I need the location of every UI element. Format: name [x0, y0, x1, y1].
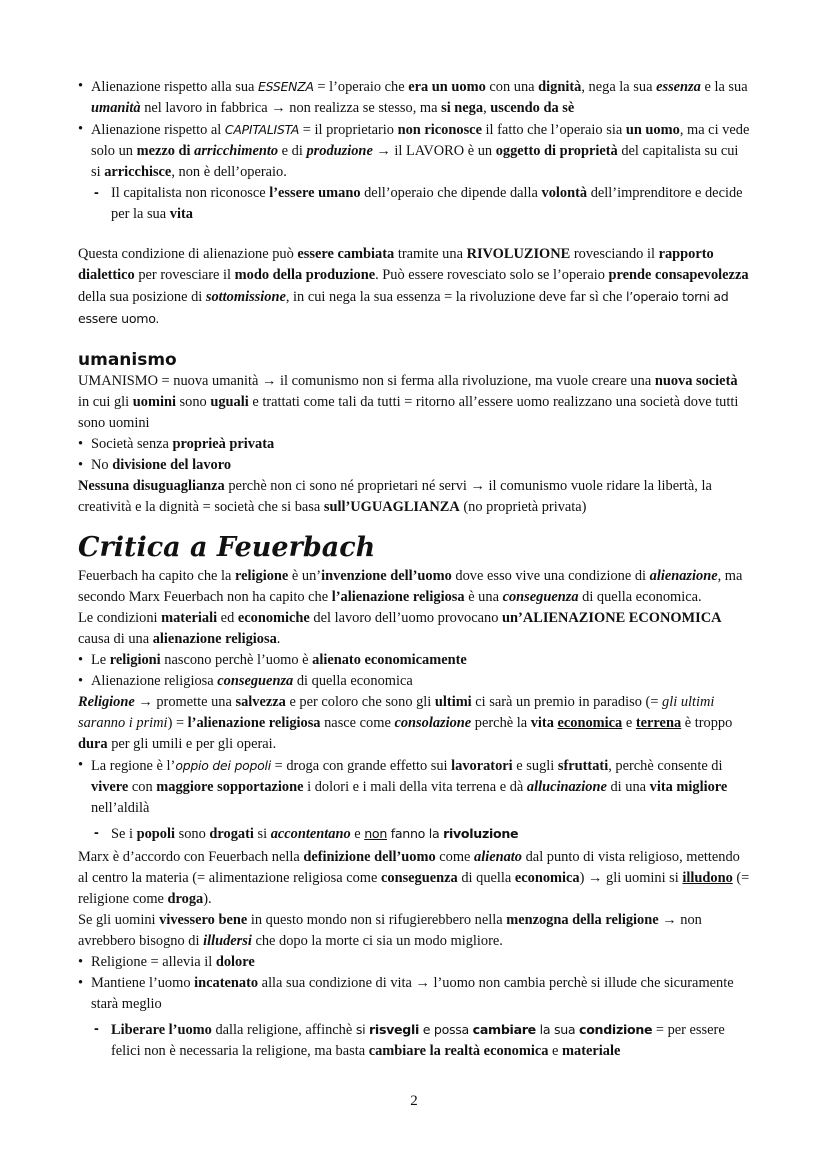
- paragraph: [78, 476, 750, 518]
- text-run: sull’UGUAGLIANZA: [323, 499, 460, 515]
- text-run: di quella economica.: [578, 589, 702, 605]
- text-run: CAPITALISTA: [224, 122, 300, 137]
- text-run: droga: [167, 891, 204, 907]
- text-run: oppio dei popoli: [175, 758, 272, 773]
- text-run: essere cambiata: [297, 246, 395, 262]
- text-run: prende consapevolezza: [608, 267, 749, 283]
- sub-list-item: [78, 1019, 750, 1062]
- paragraph: [78, 608, 750, 650]
- text-run: , in cui nega la sua essenza = la rivoluzione deve far sì che: [285, 289, 627, 305]
- text-run: sottomissione: [205, 289, 286, 305]
- text-run: Mantiene l’uomo: [91, 975, 195, 991]
- text-run: , non è dell’operaio.: [171, 164, 287, 180]
- text-run: terrena: [635, 715, 682, 731]
- text-run: l’operaio torni ad essere uomo.: [78, 289, 729, 326]
- text-run: allucinazione: [526, 779, 607, 795]
- text-run: = per essere felici non è necessaria la religione, ma basta: [111, 1022, 725, 1059]
- text-run: ed: [217, 610, 238, 626]
- paragraph: [78, 692, 750, 755]
- paragraph: [78, 847, 750, 910]
- text-run: vita: [530, 715, 558, 731]
- text-run: RIVOLUZIONE: [466, 246, 571, 262]
- text-run: , ma ci vede solo un: [91, 122, 750, 159]
- text-run: Nessuna disuguaglianza: [78, 478, 225, 494]
- text-run: si: [253, 826, 271, 842]
- text-run: oggetto di proprietà: [495, 143, 618, 159]
- text-run: alienazione: [649, 568, 718, 584]
- text-run: conseguenza: [380, 870, 458, 886]
- text-run: Se gli uomini: [78, 912, 160, 928]
- text-run: si: [355, 1022, 370, 1037]
- text-run: uomini: [132, 394, 176, 410]
- text-run: Feuerbach ha capito che la: [78, 568, 236, 584]
- text-run: ci sarà un premio in paradiso (=: [471, 694, 663, 710]
- text-run: invenzione dell’uomo: [321, 568, 452, 584]
- text-run: → promette una: [134, 694, 236, 710]
- text-run: rovesciando il: [570, 246, 659, 262]
- page-number: 2: [410, 1093, 418, 1109]
- text-run: è un’: [288, 568, 322, 584]
- text-run: vivessero bene: [159, 912, 248, 928]
- text-run: un’ALIENAZIONE ECONOMICA: [502, 610, 722, 626]
- text-run: come: [435, 849, 475, 865]
- list-item: [78, 671, 750, 692]
- paragraph: [78, 244, 750, 330]
- text-run: lavoratori: [451, 758, 513, 774]
- text-run: accontentano: [270, 826, 351, 842]
- text-run: alienato economicamente: [312, 652, 467, 668]
- text-run: Società senza: [91, 436, 173, 452]
- text-run: dura: [78, 736, 108, 752]
- text-run: ) → gli uomini si: [579, 870, 683, 886]
- list-item: [78, 119, 750, 183]
- text-run: si nega: [441, 100, 484, 116]
- text-run: materiale: [562, 1043, 621, 1059]
- section-heading: umanismo: [78, 350, 177, 370]
- text-run: dove esso vive una condizione di: [451, 568, 650, 584]
- text-run: dell’imprenditore e decide per la sua: [111, 185, 743, 222]
- text-run: Alienazione religiosa: [91, 673, 218, 689]
- text-run: volontà: [541, 185, 588, 201]
- text-run: rapporto dialettico: [78, 246, 714, 283]
- text-run: conseguenza: [502, 589, 579, 605]
- text-run: di quella economica: [293, 673, 413, 689]
- list-item: [78, 76, 750, 119]
- text-run: = l’operaio che: [313, 79, 409, 95]
- text-run: è troppo: [681, 715, 733, 731]
- text-run: di una: [606, 779, 650, 795]
- text-run: = il proprietario: [299, 122, 398, 138]
- sub-list-item: [78, 183, 750, 225]
- text-run: La regione è l’: [91, 758, 176, 774]
- text-run: uguali: [210, 394, 249, 410]
- text-run: dignità: [538, 79, 582, 95]
- text-run: per gli umili e per gli operai.: [107, 736, 277, 752]
- text-run: , ma secondo Marx Feuerbach non ha capito che: [78, 568, 743, 605]
- text-run: che dopo la morte ci sia un modo migliore.: [251, 933, 503, 949]
- text-run: causa di una: [78, 631, 153, 647]
- text-run: il fatto che l’operaio sia: [481, 122, 626, 138]
- text-run: illudersi: [203, 933, 252, 949]
- text-run: era un uomo: [408, 79, 486, 95]
- text-run: condizione: [579, 1022, 653, 1037]
- text-run: sono: [175, 394, 211, 410]
- text-run: perchè non ci sono né proprietari né servi → il comunismo vuole ridare la libertà, la creatività e la dignità = società che si basa: [78, 478, 712, 515]
- text-run: è una: [464, 589, 503, 605]
- text-run: dell’operaio che dipende dalla: [360, 185, 542, 201]
- text-run: essenza: [656, 79, 701, 95]
- text-run: religione: [235, 568, 289, 584]
- alienation-list: [78, 76, 750, 183]
- text-run: umanità: [91, 100, 141, 116]
- text-run: dolore: [215, 954, 255, 970]
- text-run: con: [128, 779, 157, 795]
- text-run: nel lavoro in fabbrica → non realizza se stesso, ma: [140, 100, 442, 116]
- text-run: Religione = allevia il: [91, 954, 216, 970]
- text-run: di quella: [457, 870, 515, 886]
- list-item: [78, 973, 750, 1015]
- text-run: per rovesciare il: [134, 267, 235, 283]
- text-run: proprieà privata: [172, 436, 275, 452]
- paragraph: [78, 910, 750, 952]
- text-run: popoli: [136, 826, 175, 842]
- text-run: della sua posizione di: [78, 289, 206, 305]
- text-run: dal punto di vista religioso, mettendo al centro la materia (= alimentazione religiosa come: [78, 849, 740, 886]
- text-run: non riconosce: [397, 122, 482, 138]
- text-run: ,: [483, 100, 491, 116]
- text-run: drogati: [209, 826, 254, 842]
- text-run: (= religione come: [78, 870, 750, 907]
- paragraph: [78, 566, 750, 608]
- umanismo-list: [78, 434, 750, 476]
- text-run: ).: [203, 891, 212, 907]
- text-run: → il LAVORO è un: [372, 143, 496, 159]
- text-run: perchè la: [471, 715, 531, 731]
- text-run: economica: [514, 870, 580, 886]
- text-run: Marx è d’accordo con Feuerbach nella: [78, 849, 304, 865]
- text-run: nuova società: [654, 373, 738, 389]
- text-run: gli ultimi saranno i primi: [78, 694, 715, 731]
- text-run: conseguenza: [217, 673, 294, 689]
- text-run: e possa: [419, 1022, 473, 1037]
- text-run: e: [350, 826, 365, 842]
- text-run: sfruttati: [557, 758, 609, 774]
- text-run: vita migliore: [649, 779, 728, 795]
- text-run: risvegli: [369, 1022, 420, 1037]
- text-run: divisione del lavoro: [112, 457, 232, 473]
- text-run: l’alienazione religiosa: [331, 589, 465, 605]
- text-run: ) =: [167, 715, 188, 731]
- text-run: , perchè consente di: [608, 758, 723, 774]
- text-run: vita: [169, 206, 193, 222]
- text-run: Questa condizione di alienazione può: [78, 246, 298, 262]
- text-run: economica: [557, 715, 623, 731]
- text-run: nascono perchè l’uomo è: [160, 652, 313, 668]
- text-run: non: [364, 826, 388, 841]
- text-run: fanno la: [387, 826, 444, 841]
- text-run: arricchisce: [104, 164, 172, 180]
- text-run: e per coloro che sono gli: [285, 694, 435, 710]
- text-run: Liberare l’uomo: [111, 1022, 212, 1038]
- text-run: tramite una: [394, 246, 467, 262]
- text-run: cambiare la realtà economica: [368, 1043, 549, 1059]
- text-run: e: [548, 1043, 563, 1059]
- text-run: Se i: [111, 826, 137, 842]
- text-run: alla sua condizione di vita → l’uomo non cambia perchè si illude che sicuramente starà meglio: [91, 975, 734, 1012]
- text-run: rivoluzione: [443, 826, 519, 841]
- text-run: consolazione: [394, 715, 472, 731]
- text-run: mezzo di: [136, 143, 195, 159]
- text-run: menzogna della religione: [506, 912, 659, 928]
- text-run: in cui gli: [78, 394, 133, 410]
- text-run: nasce come: [320, 715, 395, 731]
- list-item: [78, 755, 750, 819]
- text-run: = droga con grande effetto sui: [271, 758, 452, 774]
- text-run: e la sua: [700, 79, 748, 95]
- text-run: con una: [485, 79, 539, 95]
- text-run: Alienazione rispetto al: [91, 122, 225, 138]
- text-run: cambiare: [472, 1022, 536, 1037]
- text-run: Le: [91, 652, 110, 668]
- oppio-list: [78, 755, 750, 819]
- text-run: un uomo: [625, 122, 680, 138]
- list-item: [78, 434, 750, 455]
- text-run: del lavoro dell’uomo provocano: [309, 610, 503, 626]
- text-run: i dolori e i mali della vita terrena e dà: [303, 779, 527, 795]
- text-run: e: [622, 715, 636, 731]
- religion-list: [78, 650, 750, 692]
- text-run: maggiore sopportazione: [156, 779, 304, 795]
- text-run: in questo mondo non si rifugierebbero nella: [247, 912, 507, 928]
- section-title: Critica a Feuerbach: [78, 532, 376, 563]
- text-run: economiche: [237, 610, 310, 626]
- text-run: Il capitalista non riconosce: [111, 185, 270, 201]
- list-item: [78, 952, 750, 973]
- text-run: (no proprietà privata): [459, 499, 587, 515]
- text-run: vivere: [91, 779, 129, 795]
- text-run: , nega la sua: [581, 79, 657, 95]
- text-run: Religione: [78, 694, 135, 710]
- text-run: alienazione religiosa: [152, 631, 277, 647]
- text-run: uscendo da sè: [490, 100, 575, 116]
- text-run: la sua: [535, 1022, 580, 1037]
- text-run: incatenato: [194, 975, 259, 991]
- text-run: Le condizioni: [78, 610, 162, 626]
- text-run: dalla religione, affinchè: [211, 1022, 356, 1038]
- paragraph: [78, 371, 750, 434]
- text-run: l’alienazione religiosa: [187, 715, 321, 731]
- text-run: religioni: [109, 652, 161, 668]
- text-run: nell’aldilà: [91, 800, 150, 816]
- text-run: sono: [175, 826, 210, 842]
- text-run: modo della produzione: [234, 267, 376, 283]
- text-run: illudono: [682, 870, 733, 886]
- text-run: ESSENZA: [258, 79, 314, 94]
- text-run: produzione: [306, 143, 373, 159]
- text-run: del capitalista su cui si: [91, 143, 739, 180]
- list-item: [78, 455, 750, 476]
- text-run: → non avrebbero bisogno di: [78, 912, 702, 949]
- text-run: e di: [278, 143, 307, 159]
- text-run: alienato: [474, 849, 523, 865]
- text-run: materiali: [161, 610, 218, 626]
- text-run: No: [91, 457, 113, 473]
- text-run: e sugli: [512, 758, 558, 774]
- text-run: UMANISMO = nuova umanità → il comunismo non si ferma alla rivoluzione, ma vuole creare una: [78, 373, 655, 389]
- sub-list-item: [78, 823, 750, 845]
- text-run: Alienazione rispetto alla sua: [91, 79, 259, 95]
- text-run: . Può essere rovesciato solo se l’operaio: [375, 267, 609, 283]
- text-run: arricchimento: [194, 143, 279, 159]
- text-run: definizione dell’uomo: [303, 849, 436, 865]
- text-run: e trattati come tali da tutti = ritorno all’essere uomo realizzano una società dove tutti sono uomini: [78, 394, 739, 431]
- text-run: .: [276, 631, 281, 647]
- text-run: ultimi: [434, 694, 472, 710]
- text-run: salvezza: [235, 694, 286, 710]
- text-run: l’essere umano: [269, 185, 361, 201]
- religion-effects-list: [78, 952, 750, 1015]
- list-item: [78, 650, 750, 671]
